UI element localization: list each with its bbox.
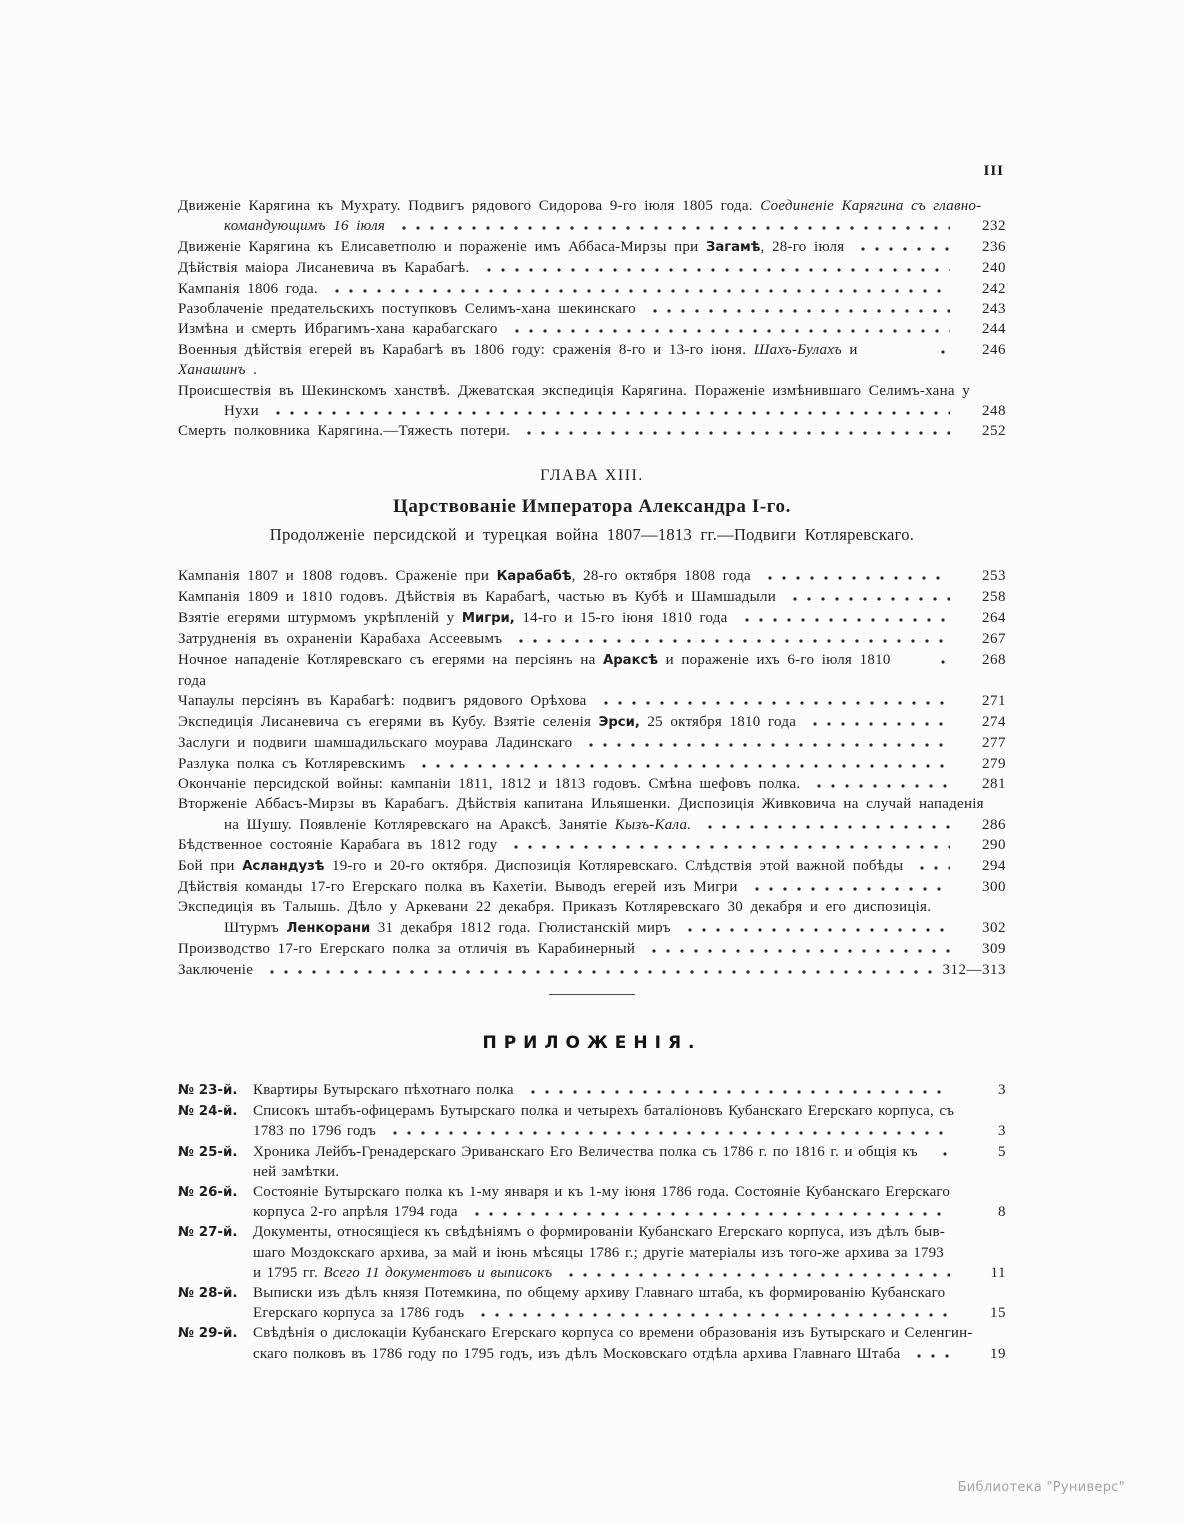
toc-entry-line [178,815,1006,835]
entry-run: Разлука полка съ Котляревскимъ [178,755,406,772]
toc-entry [178,691,1006,711]
entry-page-number: 277 [982,735,1006,752]
entry-run: на Шушу. Появленіе Котляревскаго на Араксѣ. Занятіе [224,816,615,833]
entry-run: Квартиры Бутырскаго пѣхотнаго полка [253,1082,514,1098]
entry-text [224,918,671,939]
entry-run: Военныя дѣйствія егерей въ Карабагѣ въ 1806 году: сраженія 8-го и 13-го іюня. [178,341,754,358]
entry-run: Происшествія въ Шекинскомъ ханствѣ. Джеватская экспедиція Карягина. Пораженіе измѣнившаго Селимъ-хана у [178,382,970,399]
entry-text [178,587,776,607]
entry-run: Движеніе Карягина къ Елисаветполю и пораженіе имъ Аббаса-Мирзы при [178,238,706,255]
entry-text [178,340,924,381]
entry-run: , 28-го іюля [760,238,845,255]
entry-run: шаго Моздокскаго архива, за май и іюнь мѣсяцы 1786 г.; другіе матеріалы изъ того-же архива за 1793 [253,1244,945,1261]
appendix-entry-body [253,1142,1006,1182]
entry-text [178,733,572,753]
toc-entry-line [253,1263,1006,1283]
toc-entry-line [178,216,1006,236]
entry-page-number: 302 [982,919,1006,936]
toc-entry [178,939,1006,959]
entry-run: Кампанія 1807 и 1808 годовъ. Сраженіе при [178,567,497,584]
entry-bold-run: Асландузѣ [242,858,325,874]
entry-page-number: 294 [982,857,1006,874]
dot-leader [808,722,950,726]
entry-text [178,258,470,278]
entry-page-number: 279 [982,755,1006,772]
dot-leader [522,431,950,435]
toc-entry-line [253,1303,1006,1323]
toc-entry-line [178,939,1006,959]
entry-run: Штурмъ [224,919,287,936]
entry-text [178,877,738,897]
appendix-entry-body [253,1101,1006,1141]
appendix-entry-number: № 25-й. [178,1144,238,1160]
toc-entry [253,1101,1006,1141]
entry-page-number: 15 [990,1305,1006,1322]
entry-text [253,1344,900,1364]
entry-page-number: 11 [990,1264,1006,1281]
dot-leader [470,1212,950,1216]
toc-entry-line [253,1243,1006,1263]
entry-text [253,1103,954,1119]
dot-leader [564,1273,950,1277]
toc-block-chapter12 [178,196,1006,442]
entry-text [178,608,728,629]
entry-page-number: 3 [998,1123,1006,1140]
dot-leader [647,949,950,953]
entry-run: 19-го и 20-го октября. Диспозиція Котляревскаго. Слѣдствія этой важной побѣды [324,857,904,874]
entry-run: 14-го и 15-го іюня 1810 года [514,609,728,626]
dot-leader [388,1131,950,1135]
entry-page-number: 244 [982,321,1006,338]
dot-leader [936,660,950,664]
toc-entry [253,1323,1006,1363]
toc-entry-line [178,196,1006,216]
toc-entry [178,196,1006,237]
entry-run: 31 декабря 1812 года. Гюлистанскій миръ [370,919,671,936]
dot-leader [683,928,950,932]
dot-leader [526,1090,950,1094]
entry-page-number: 309 [982,941,1006,958]
toc-entry-line [178,340,1006,381]
appendix-entry-number: № 28-й. [178,1286,238,1302]
entry-run: Выписки изъ дѣлъ князя Потемкина, по общему архиву Главнаго штаба, къ формированію Кубанскаго [253,1285,946,1302]
toc-entry-line [178,918,1006,939]
dot-leader [763,576,950,580]
toc-entry-line [178,856,1006,877]
appendix-entry-number: № 24-й. [178,1104,238,1120]
toc-entry-line [253,1202,1006,1222]
entry-page-number: 242 [982,280,1006,297]
toc-entry [178,835,1006,855]
entry-text [178,237,844,258]
dot-leader [703,825,950,829]
entry-run: Ночное нападеніе Котляревскаго съ егерями на персіянъ на [178,651,604,668]
entry-page-number: 300 [982,878,1006,895]
entry-run: Производство 17-го Егерскаго полка за отличія въ Карабинерный [178,941,636,958]
dot-leader [750,887,950,891]
entry-text [253,1303,464,1323]
toc-entry [178,960,1006,980]
toc-entry [253,1283,1006,1323]
entry-page-number: 19 [990,1345,1006,1362]
entry-run: Состояніе Бутырскаго полка къ 1-му января и къ 1-му іюня 1786 года. Состояніе Кубанскаго Егерскаго [253,1184,951,1201]
entry-bold-run: Загамѣ [705,239,761,255]
entry-page-number: 252 [982,423,1006,440]
appendix-title: ПРИЛОЖЕНІЯ. [482,1033,702,1053]
toc-entry [253,1182,1006,1222]
entry-run: Бой при [178,857,243,874]
entry-text [253,1224,945,1240]
toc-entry-line [253,1121,1006,1141]
entry-run: скаго полковъ въ 1786 году по 1795 годъ, изъ дѣлъ Московскаго отдѣла архива Главнаго Штаба [253,1345,901,1362]
dot-leader [397,226,950,230]
entry-page-number: 286 [982,816,1006,833]
entry-page-number: 240 [982,260,1006,277]
toc-entry [253,1222,1006,1283]
entry-run: Хроника Лейбъ-Гренадерскаго Эриванскаго Его Величества полка съ 1786 г. по 1816 г. и общія къ ней замѣтки. [253,1143,918,1180]
appendix-entry [178,1182,1006,1222]
entry-run: корпуса 2-го апрѣля 1794 года [253,1204,458,1221]
entry-text [224,216,385,236]
appendix-entry [178,1222,1006,1283]
toc-entry-line [178,650,1006,692]
entry-text [178,383,970,399]
toc-entry [178,566,1006,587]
entry-page-number: 290 [982,837,1006,854]
entry-run: Дѣйствія маіора Лисаневича въ Карабагѣ. [178,260,470,277]
dot-leader [330,289,950,293]
toc-entry-line [253,1222,1006,1242]
entry-bold-run: Араксѣ [603,652,659,668]
entry-italic-run: командующимъ 16 іюля [224,218,386,235]
appendix-entry [178,1080,1006,1101]
dot-leader [915,866,950,870]
appendix-entry [178,1283,1006,1323]
entry-run: 25 октября 1810 года [639,713,797,730]
toc-entry-line [178,794,1006,814]
toc-entry-line [178,381,1006,401]
toc-entry [178,629,1006,649]
toc-entry [178,774,1006,794]
toc-entry [178,421,1006,441]
section-divider [549,994,635,995]
entry-text [178,960,253,980]
entry-page-number: 274 [982,713,1006,730]
toc-entry-line [178,960,1006,980]
entry-page-number: 236 [982,238,1006,255]
dot-leader [417,764,950,768]
entry-run: Экспедиція въ Талышь. Дѣло у Аркевани 22 декабря. Приказъ Котляревскаго 30 декабря и его диспозиція. [178,899,932,916]
appendix-entry-body [253,1182,1006,1222]
entry-page-number: 312—313 [942,961,1006,978]
entry-text [178,319,498,339]
entry-page-number: 258 [982,589,1006,606]
entry-run: Егерскаго корпуса за 1786 годъ [253,1305,465,1322]
toc-entry-line [178,691,1006,711]
toc-entry-line [178,279,1006,299]
toc-entry [178,237,1006,258]
entry-run: Окончаніе персидской войны: кампаніи 1811, 1812 и 1813 годовъ. Смѣна шефовъ полка. [178,775,801,792]
entry-run: Смерть полковника Карягина.—Тяжесть потери. [178,423,511,440]
appendix-entry-body [253,1080,1006,1100]
appendix-list [178,1080,1006,1364]
dot-leader [856,247,950,251]
toc-entry-line [178,733,1006,753]
entry-page-number: 267 [982,631,1006,648]
toc-entry-line [178,237,1006,258]
dot-leader [648,309,950,313]
entry-text [178,279,318,299]
dot-leader [599,701,950,705]
entry-text [253,1080,514,1100]
entry-text [224,815,691,835]
toc-entry-line [178,566,1006,587]
entry-run: Дѣйствія команды 17-го Егерскаго полка въ Кахетіи. Выводъ егерей изъ Мигри [178,878,738,895]
entry-run: Списокъ штабъ-офицерамъ Бутырскаго полка и четырехъ баталіоновъ Кубанскаго Егерскаго корпуса, съ [253,1103,955,1120]
toc-entry [178,381,1006,422]
toc-entry-line [253,1080,1006,1100]
entry-italic-run: Всего 11 документовъ и выписокъ [323,1264,553,1281]
dot-leader [476,1313,950,1317]
entry-run: Кампанія 1806 года. [178,280,318,297]
entry-run: Разоблаченіе предательскихъ поступковъ Селимъ-хана шекинскаго [178,301,636,318]
toc-entry-line [253,1283,1006,1303]
watermark: Библиотека "Руниверс" [957,1480,1125,1495]
toc-entry [178,856,1006,877]
entry-run: Экспедиція Лисаневича съ егерями въ Кубу. Взятіе селенія [178,713,599,730]
toc-entry-line [178,835,1006,855]
dot-leader [514,639,950,643]
toc-entry [178,587,1006,607]
dot-leader [271,411,950,415]
entry-text [224,401,259,421]
entry-text [178,650,924,692]
dot-leader [510,329,950,333]
toc-entry-line [178,608,1006,629]
entry-text [253,1325,973,1341]
toc-entry-line [253,1182,1006,1202]
entry-text [178,856,903,877]
entry-text [178,198,981,214]
entry-page-number: 271 [982,693,1006,710]
entry-text [178,629,502,649]
entry-run: Измѣна и смерть Ибрагимъ-хана карабагскаго [178,321,498,338]
toc-entry-line [253,1344,1006,1364]
dot-leader [509,845,950,849]
entry-run: Заслуги и подвиги шамшадильскаго моурава Ладинскаго [178,735,573,752]
toc-entry [178,340,1006,381]
appendix-entry-body [253,1222,1006,1283]
entry-italic-run: Кызъ-Кала. [614,816,692,833]
appendix-entry-number: № 23-й. [178,1083,238,1098]
entry-text [253,1184,950,1200]
entry-run: Свѣдѣнія о дислокаціи Кубанскаго Егерскаго корпуса со времени образованія изъ Бутырскаго и Селенгин- [253,1325,973,1342]
toc-entry [178,608,1006,629]
entry-text [253,1245,944,1261]
toc-entry-line [178,774,1006,794]
entry-page-number: 246 [982,341,1006,358]
page-content [178,196,1006,1364]
toc-entry-line [178,401,1006,421]
toc-entry-line [253,1323,1006,1343]
toc-entry-line [178,754,1006,774]
entry-page-number: 281 [982,775,1006,792]
entry-bold-run: Мигри, [461,610,515,626]
entry-italic-run: Соединеніе Карягина съ главно- [760,198,982,214]
toc-entry-line [253,1142,1006,1182]
toc-block-chapter13 [178,566,1006,980]
entry-run: . [245,362,258,379]
entry-text [178,712,796,733]
dot-leader [265,970,932,974]
appendix-entry-number: № 26-й. [178,1185,238,1201]
entry-page-number: 232 [982,218,1006,235]
entry-run: Взятіе егерями штурмомъ укрѣпленій у [178,609,462,626]
entry-page-number: 253 [982,567,1006,584]
entry-text [253,1263,552,1283]
entry-run: Затрудненія въ охраненіи Карабаха Ассеевымъ [178,631,503,648]
toc-entry [178,733,1006,753]
dot-leader [912,1354,950,1358]
toc-entry [178,650,1006,692]
entry-run: Заключеніе [178,961,254,978]
toc-entry [178,877,1006,897]
entry-page-number: 3 [998,1082,1006,1098]
entry-page-number: 268 [982,651,1006,668]
entry-text [178,754,405,774]
toc-entry-line [178,421,1006,441]
chapter-title: Царствованіе Императора Александра I-го. [393,495,791,517]
entry-text [178,796,984,812]
appendix-entry-number: № 27-й. [178,1225,238,1241]
entry-text [253,1121,376,1141]
entry-bold-run: Эрси, [598,714,640,730]
entry-bold-run: Карабабѣ [496,568,572,584]
appendix-entry [178,1101,1006,1141]
entry-text [178,421,510,441]
entry-run: Движеніе Карягина къ Мухрату. Подвигъ рядового Сидорова 9-го іюля 1805 года. [178,198,761,214]
dot-leader [936,350,950,354]
toc-entry [178,279,1006,299]
entry-run: и [841,341,858,358]
entry-text [178,691,587,711]
page-number: III [983,163,1004,179]
toc-entry-line [178,897,1006,917]
appendix-entry-number: № 29-й. [178,1326,238,1342]
appendix-entry-body [253,1283,1006,1323]
entry-run: Документы, относящіеся къ свѣдѣніямъ о формированіи Кубанскаго Егерскаго корпуса, изъ дѣлъ быв- [253,1224,946,1241]
appendix-entry [178,1142,1006,1182]
entry-text [253,1202,458,1222]
entry-text [178,939,635,959]
dot-leader [482,268,950,272]
entry-text [178,899,931,915]
entry-italic-run: Шахъ-Булахъ [753,341,842,358]
entry-run: Кампанія 1809 и 1810 годовъ. Дѣйствія въ Карабагѣ, частью въ Кубѣ и Шамшадыли [178,589,777,606]
entry-run: Чапаулы персіянъ въ Карабагѣ: подвигъ рядового Орѣхова [178,693,587,710]
toc-entry-line [178,712,1006,733]
dot-leader [812,784,950,788]
entry-run: Вторженіе Аббасъ-Мирзы въ Карабагъ. Дѣйствія капитана Ильяшенки. Диспозиція Живковича на случай нападенія [178,796,984,813]
entry-page-number: 264 [982,609,1006,626]
entry-run: и пораженіе ихъ 6-го іюля 1810 года [178,651,891,689]
toc-entry-line [178,258,1006,278]
dot-leader [788,597,950,601]
entry-text [253,1142,926,1182]
entry-run: Нухи [224,403,259,420]
chapter-subtitle: Продолженіе персидской и турецкая война 1807—1813 гг.—Подвиги Котляревскаго. [269,524,915,544]
entry-text [178,774,800,794]
entry-run: и 1795 гг. [253,1264,324,1281]
toc-entry-line [178,877,1006,897]
toc-entry [178,712,1006,733]
toc-entry [178,794,1006,835]
toc-entry-line [178,587,1006,607]
chapter-label: ГЛАВА XIII. [540,466,644,484]
entry-italic-run: Ханашинъ [178,362,246,379]
toc-entry-line [178,319,1006,339]
toc-entry-line [253,1101,1006,1121]
entry-page-number: 5 [998,1143,1006,1160]
entry-run: , 28-го октября 1808 года [571,567,751,584]
entry-run: Бѣдственное состояніе Карабага въ 1812 году [178,837,498,854]
toc-entry [253,1080,1006,1100]
toc-entry [253,1142,1006,1182]
entry-text [178,835,497,855]
toc-entry [178,897,1006,939]
entry-text [178,299,636,319]
toc-entry-line [178,299,1006,319]
dot-leader [938,1152,950,1156]
toc-entry-line [178,629,1006,649]
dot-leader [740,618,950,622]
toc-entry [178,754,1006,774]
entry-page-number: 243 [982,301,1006,318]
entry-text [178,566,751,587]
appendix-entry-body [253,1323,1006,1363]
entry-run: 1783 по 1796 годъ [253,1123,376,1140]
toc-entry [178,299,1006,319]
toc-entry [178,258,1006,278]
dot-leader [584,743,950,747]
chapter-heading [178,467,1006,545]
entry-page-number: 8 [998,1204,1006,1221]
appendix-entry [178,1323,1006,1363]
toc-entry [178,319,1006,339]
entry-bold-run: Ленкорани [286,920,371,936]
entry-text [253,1285,945,1301]
entry-page-number: 248 [982,403,1006,420]
